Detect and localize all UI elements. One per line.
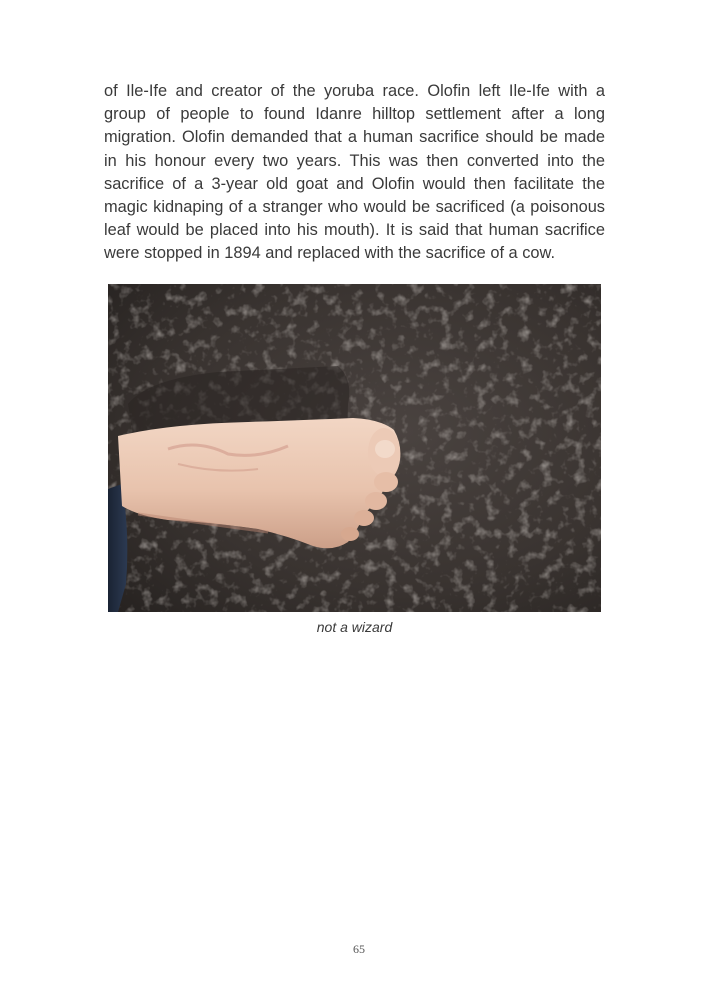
page-number: 65 [353,942,365,956]
body-paragraph: of Ile-Ife and creator of the yoruba race. Olofin left Ile-Ife with a group of people to found Idanre hilltop settlement after a long migration. Olofin demanded that a human sacrifice should be made in his honour every two years. This was then converted into the sacrifice of a 3-year old goat and Olofin would then facilitate the magic kidnaping of a stranger who would be sacrificed (a poisonous leaf would be placed into his mouth). It is said that human sacrifice were stopped in 1894 and replaced with the sacrifice of a cow. [104,82,605,263]
footprint-photo [108,284,601,612]
figure-caption: not a wizard [316,619,393,635]
